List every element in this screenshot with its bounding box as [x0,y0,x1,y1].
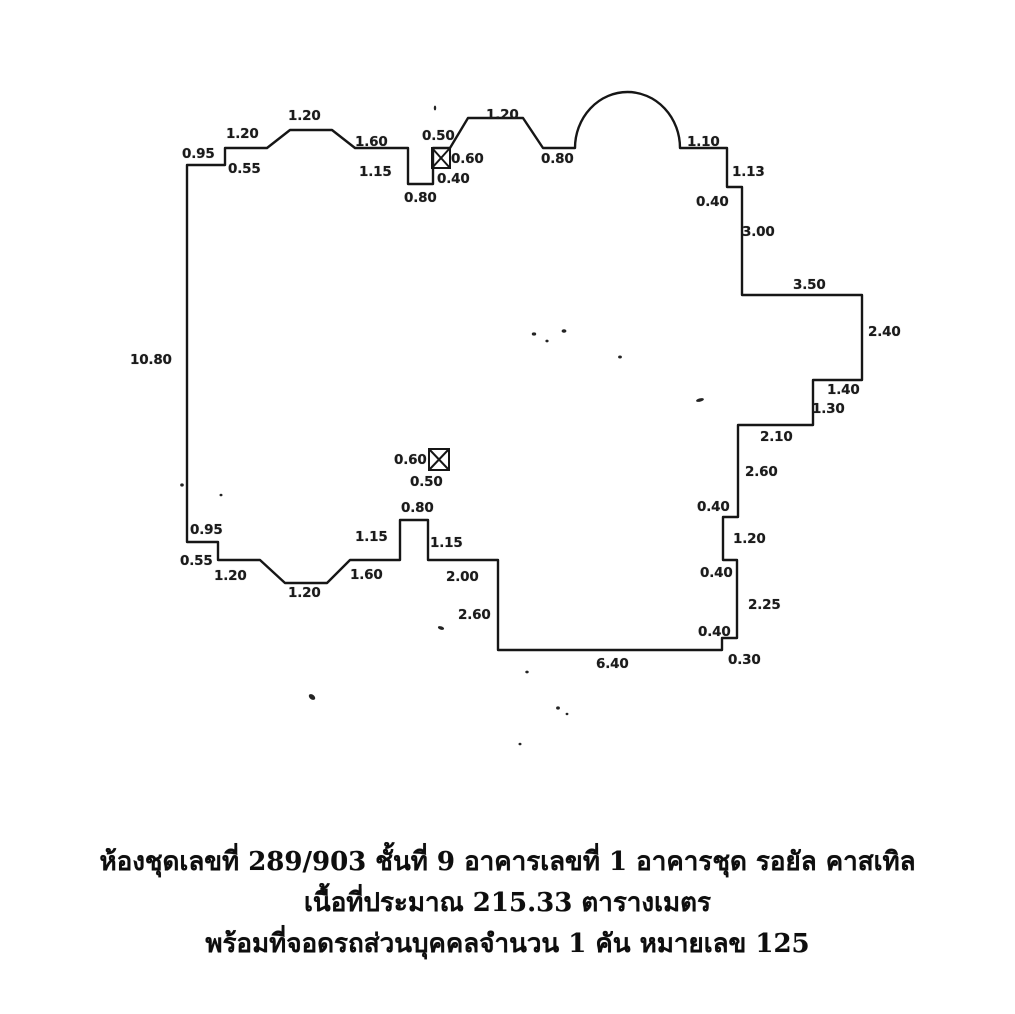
crossed-box-icon [429,449,449,470]
dimension-label: 0.30 [728,652,761,668]
dimension-label: 1.60 [350,567,383,583]
dimension-label: 0.95 [190,522,223,538]
dimension-label: 1.20 [288,585,321,601]
dimension-label: 0.80 [401,500,434,516]
dimension-label: 2.10 [760,429,793,445]
caption-line-parking: พร้อมที่จอดรถส่วนบุคคลจำนวน 1 คัน หมายเลข 125 [205,929,810,959]
dimension-label: 0.50 [410,474,443,490]
dimension-label: 1.20 [733,531,766,547]
dimension-label: 1.10 [687,134,720,150]
dimension-label: 6.40 [596,656,629,672]
dimension-label: 0.40 [700,565,733,581]
dimension-label: 3.50 [793,277,826,293]
dimension-label: 1.20 [214,568,247,584]
dimension-label: 1.60 [355,134,388,150]
dimension-label: 0.55 [228,161,261,177]
dimension-label: 1.40 [827,382,860,398]
dimension-label: 0.80 [541,151,574,167]
dimension-label: 0.40 [696,194,729,210]
dimension-label: 1.15 [359,164,392,180]
dimension-label: 1.20 [486,107,519,123]
dimension-label: 2.60 [458,607,491,623]
dimension-label: 0.40 [697,499,730,515]
caption-line-area: เนื้อที่ประมาณ 215.33 ตารางเมตร [304,888,711,918]
dimension-label: 0.60 [394,452,427,468]
dimension-label: 1.20 [226,126,259,142]
dimension-label: 0.80 [404,190,437,206]
dimension-label: 1.20 [288,108,321,124]
dimension-label: 1.15 [355,529,388,545]
dimension-label: 10.80 [130,352,172,368]
dimension-label: 0.40 [698,624,731,640]
dimension-label: 3.00 [742,224,775,240]
caption-line-unit: ห้องชุดเลขที่ 289/903 ชั้นที่ 9 อาคารเลขที่ 1 อาคารชุด รอยัล คาสเทิล [99,847,916,877]
dimension-label: 1.13 [732,164,765,180]
dimension-label: 2.60 [745,464,778,480]
dimension-label: 2.40 [868,324,901,340]
crossed-box-icon [432,148,450,168]
caption [0,842,1015,965]
dimension-label: 1.15 [430,535,463,551]
dimension-label: 0.50 [422,128,455,144]
dimension-label: 0.60 [451,151,484,167]
dimension-label: 2.25 [748,597,781,613]
dimension-label: 1.30 [812,401,845,417]
dimension-label: 2.00 [446,569,479,585]
dimension-label: 0.55 [180,553,213,569]
dimension-label: 0.95 [182,146,215,162]
dimension-label: 0.40 [437,171,470,187]
